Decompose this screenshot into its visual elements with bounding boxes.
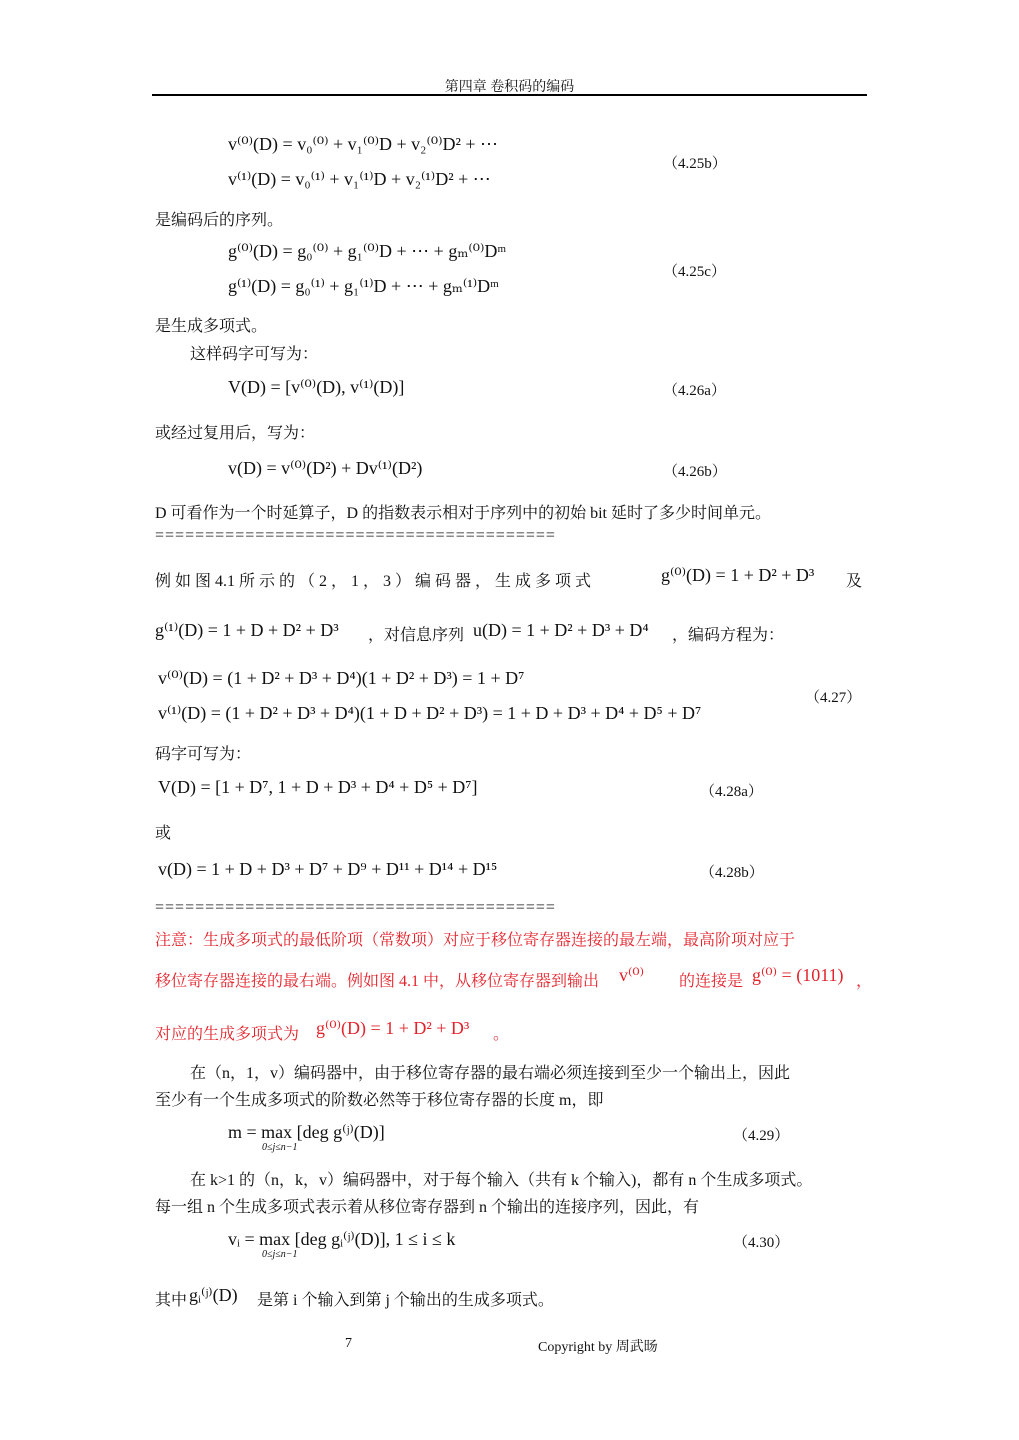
paragraph-text: 这样码字可写为： [190,346,319,363]
inline-math: v⁽⁰⁾ [619,965,645,985]
note-text: 。 [493,1026,510,1043]
eq-number: （4.26b） [663,464,727,480]
page-number: 7 [345,1336,352,1351]
eq-4-28b: v(D) = 1 + D + D³ + D⁷ + D⁹ + D¹¹ + D¹⁴ + D¹⁵ [158,859,498,879]
max-limit: 0≤j≤n−1 [262,1142,298,1153]
eq-number: （4.30） [733,1235,790,1251]
paragraph-text: 或 [155,825,172,842]
closing-text: 是第 i 个输入到第 j 个输出的生成多项式。 [257,1292,554,1309]
eq-4-28a: V(D) = [1 + D⁷, 1 + D + D³ + D⁴ + D⁵ + D⁷] [158,777,478,797]
paragraph-line: 每一组 n 个生成多项式表示着从移位寄存器到 n 个输出的连接序列，因此，有 [155,1199,700,1216]
note-line3: 对应的生成多项式为 [155,1026,300,1043]
max-limit: 0≤j≤n−1 [262,1249,298,1260]
note-line2: 移位寄存器连接的最右端。例如图 4.1 中，从移位寄存器到输出 [155,973,600,990]
eq-number: （4.25c） [663,264,726,280]
copyright: Copyright by 周武旸 [538,1340,658,1355]
example-text: 及 [846,573,863,590]
eq-4-30: vᵢ = max [deg gᵢ⁽ʲ⁾(D)], 1 ≤ i ≤ k [228,1229,456,1249]
eq-number: （4.28a） [700,784,763,800]
separator-line: ======================================== [155,899,556,916]
note-line1: 注意：生成多项式的最低阶项（常数项）对应于移位寄存器连接的最左端，最高阶项对应于 [155,932,796,949]
eq-4-25b-line2: v⁽¹⁾(D) = v₀⁽¹⁾ + v₁⁽¹⁾D + v₂⁽¹⁾D² + ⋯ [228,169,491,189]
paragraph-line: 至少有一个生成多项式的阶数必然等于移位寄存器的长度 m，即 [155,1092,604,1109]
eq-number: （4.29） [733,1128,790,1144]
eq-number: （4.27） [805,690,862,706]
example-text: ，对信息序列 [368,627,465,644]
eq-4-27-line1: v⁽⁰⁾(D) = (1 + D² + D³ + D⁴)(1 + D² + D³) = 1 + D⁷ [158,668,525,688]
inline-math: g⁽¹⁾(D) = 1 + D + D² + D³ [155,620,339,640]
example-text: 例 如 图 4.1 所 示 的 （ 2 ， 1 ， 3 ） 编 码 器 ， 生 成 多 项 式 [155,573,592,590]
eq-number: （4.25b） [663,156,727,172]
example-text: ，编码方程为： [672,627,785,644]
paragraph-line: 在（n，1，v）编码器中，由于移位寄存器的最右端必须连接到至少一个输出上，因此 [190,1065,791,1082]
eq-4-26b: v(D) = v⁽⁰⁾(D²) + Dv⁽¹⁾(D²) [228,458,423,478]
inline-math: gᵢ⁽ʲ⁾(D) [189,1285,238,1305]
note-text: 的连接是 [679,973,744,990]
paragraph-line: 在 k>1 的（n，k，v）编码器中，对于每个输入（共有 k 个输入)，都有 n 个生成多项式。 [190,1172,813,1189]
eq-4-25b-line1: v⁽⁰⁾(D) = v₀⁽⁰⁾ + v₁⁽⁰⁾D + v₂⁽⁰⁾D² + ⋯ [228,134,499,154]
header-rule [152,94,867,96]
eq-number: （4.26a） [663,383,726,399]
paragraph-text: 或经过复用后，写为： [155,425,316,442]
inline-math: g⁽⁰⁾(D) = 1 + D² + D³ [661,565,815,585]
inline-math: u(D) = 1 + D² + D³ + D⁴ [473,620,649,640]
paragraph-text: 是编码后的序列。 [155,212,284,229]
eq-number: （4.28b） [700,865,764,881]
eq-4-26a: V(D) = [v⁽⁰⁾(D), v⁽¹⁾(D)] [228,377,405,397]
paragraph-text: 是生成多项式。 [155,318,268,335]
eq-4-27-line2: v⁽¹⁾(D) = (1 + D² + D³ + D⁴)(1 + D + D² + D³) = 1 + D + D³ + D⁴ + D⁵ + D⁷ [158,703,702,723]
eq-4-25c-line2: g⁽¹⁾(D) = g₀⁽¹⁾ + g₁⁽¹⁾D + ⋯ + gₘ⁽¹⁾Dᵐ [228,276,499,296]
paragraph-text: D 可看作为一个时延算子，D 的指数表示相对于序列中的初始 bit 延时了多少时间单元。 [155,505,772,522]
running-header: 第四章 卷积码的编码 [444,80,575,95]
separator-line: ======================================== [155,527,556,544]
inline-math: g⁽⁰⁾ = (1011) [752,965,844,985]
eq-4-29: m = max [deg g⁽ʲ⁾(D)] [228,1122,385,1142]
closing-text: 其中 [155,1292,188,1309]
eq-4-25c-line1: g⁽⁰⁾(D) = g₀⁽⁰⁾ + g₁⁽⁰⁾D + ⋯ + gₘ⁽⁰⁾Dᵐ [228,241,507,261]
note-text: ， [856,973,873,990]
paragraph-text: 码字可写为： [155,746,252,763]
inline-math: g⁽⁰⁾(D) = 1 + D² + D³ [316,1018,470,1038]
